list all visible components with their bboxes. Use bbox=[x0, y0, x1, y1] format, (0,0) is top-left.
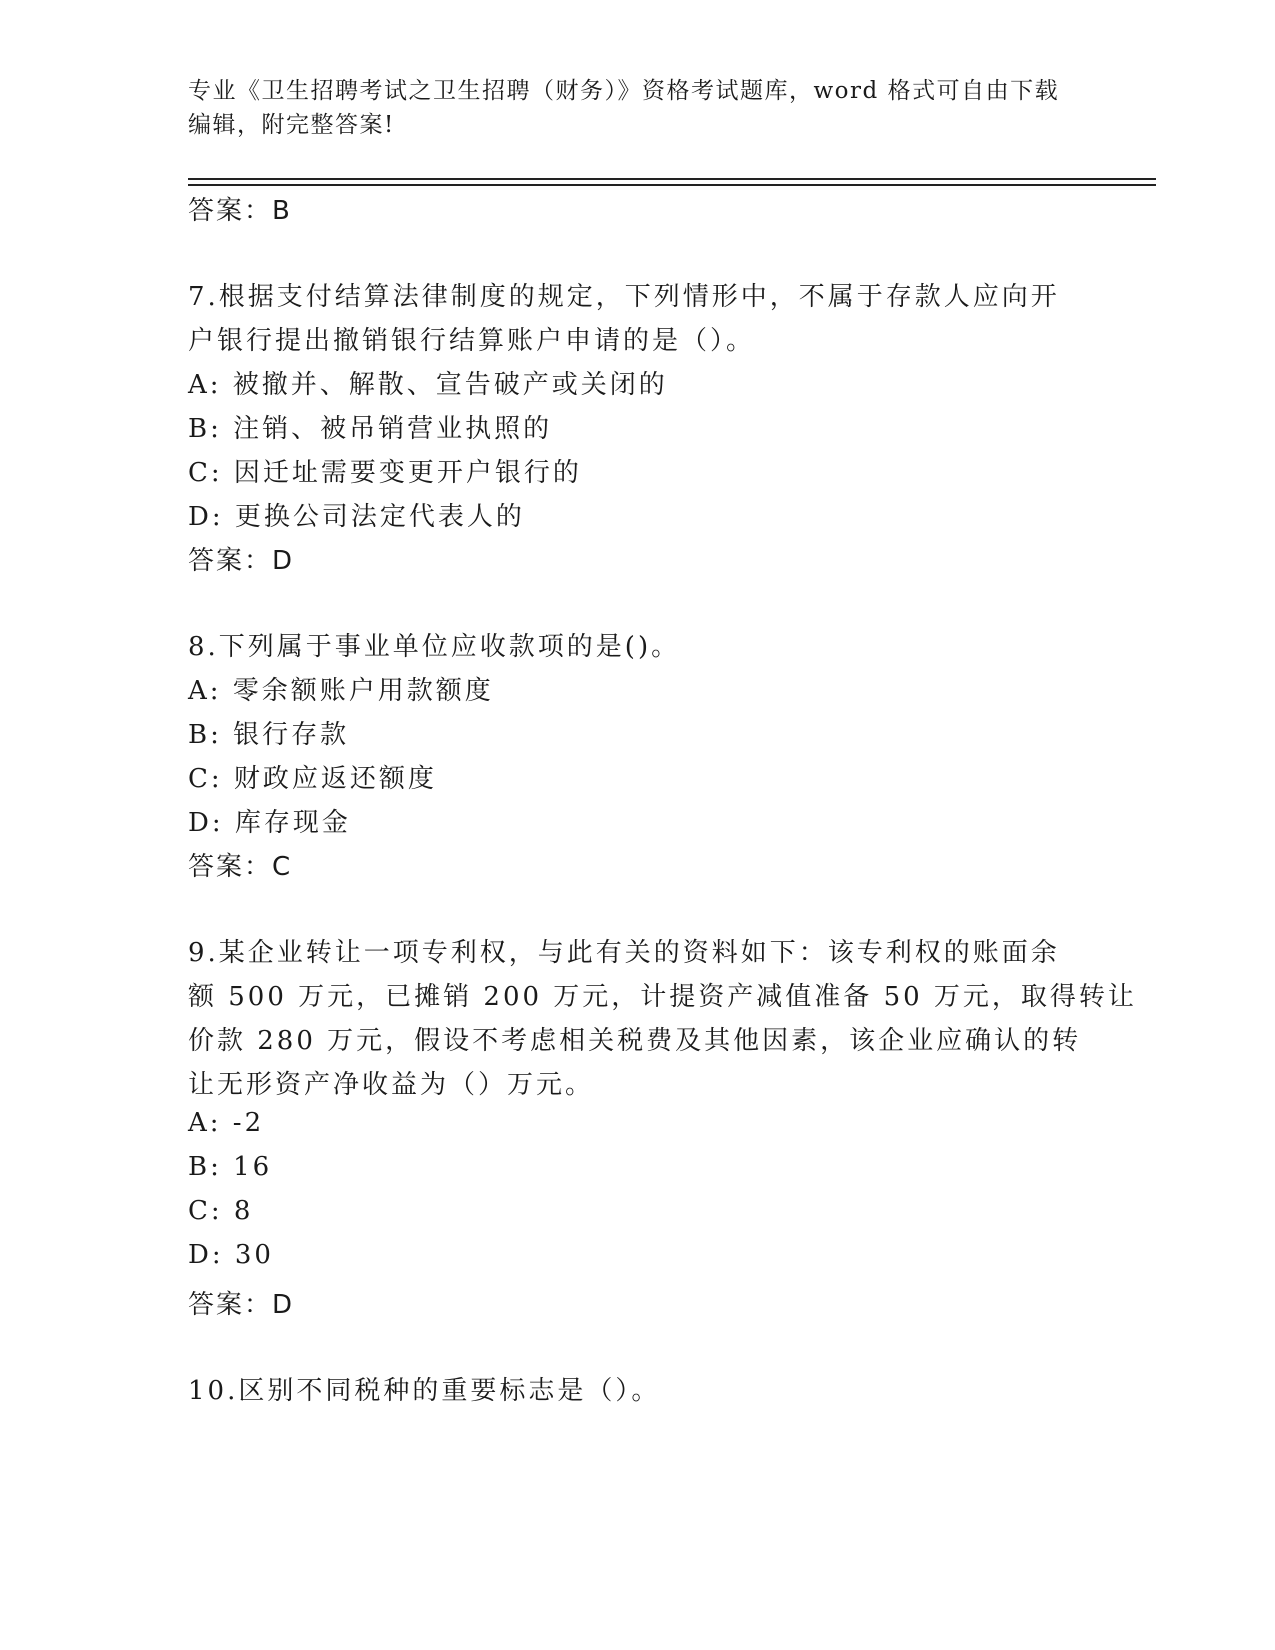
header-divider-top bbox=[188, 178, 1156, 180]
question-9-option-d: D: 30 bbox=[188, 1240, 274, 1270]
question-8-option-d: D: 库存现金 bbox=[188, 808, 351, 838]
question-10-stem-line-1: 10.区别不同税种的重要标志是（）。 bbox=[188, 1376, 661, 1406]
question-8-stem-line-1: 8.下列属于事业单位应收款项的是()。 bbox=[188, 632, 681, 662]
question-9-stem-line-3: 价款 280 万元，假设不考虑相关税费及其他因素，该企业应确认的转 bbox=[188, 1026, 1082, 1056]
header-line-1: 专业《卫生招聘考试之卫生招聘（财务）》资格考试题库，word 格式可自由下载 bbox=[188, 78, 1060, 104]
question-8-option-c: C: 财政应返还额度 bbox=[188, 764, 437, 794]
header-line-2: 编辑，附完整答案! bbox=[188, 112, 395, 138]
question-7-stem-line-1: 7.根据支付结算法律制度的规定，下列情形中，不属于存款人应向开 bbox=[188, 282, 1060, 312]
question-7-answer: 答案：D bbox=[188, 546, 295, 576]
question-7-stem-line-2: 户银行提出撤销银行结算账户申请的是（）。 bbox=[188, 326, 756, 356]
document-header bbox=[188, 74, 1088, 142]
header-divider-bottom bbox=[188, 184, 1156, 186]
question-9-stem-line-4: 让无形资产净收益为（）万元。 bbox=[188, 1070, 595, 1100]
question-9-answer: 答案：D bbox=[188, 1290, 295, 1320]
question-8-option-b: B: 银行存款 bbox=[188, 720, 350, 750]
question-7-option-c: C: 因迁址需要变更开户银行的 bbox=[188, 458, 582, 488]
question-9-option-a: A: -2 bbox=[188, 1108, 265, 1138]
question-9-stem-line-2: 额 500 万元，已摊销 200 万元，计提资产减值准备 50 万元，取得转让 bbox=[188, 982, 1137, 1012]
question-9-stem-line-1: 9.某企业转让一项专利权，与此有关的资料如下：该专利权的账面余 bbox=[188, 938, 1060, 968]
question-8-option-a: A: 零余额账户用款额度 bbox=[188, 676, 494, 706]
question-7-option-a: A: 被撤并、解散、宣告破产或关闭的 bbox=[188, 370, 668, 400]
previous-answer: 答案：B bbox=[188, 196, 292, 226]
question-7-option-b: B: 注销、被吊销营业执照的 bbox=[188, 414, 553, 444]
question-9-option-b: B: 16 bbox=[188, 1152, 273, 1182]
question-8-answer: 答案：C bbox=[188, 852, 293, 882]
question-7-option-d: D: 更换公司法定代表人的 bbox=[188, 502, 525, 532]
question-9-option-c: C: 8 bbox=[188, 1196, 254, 1226]
